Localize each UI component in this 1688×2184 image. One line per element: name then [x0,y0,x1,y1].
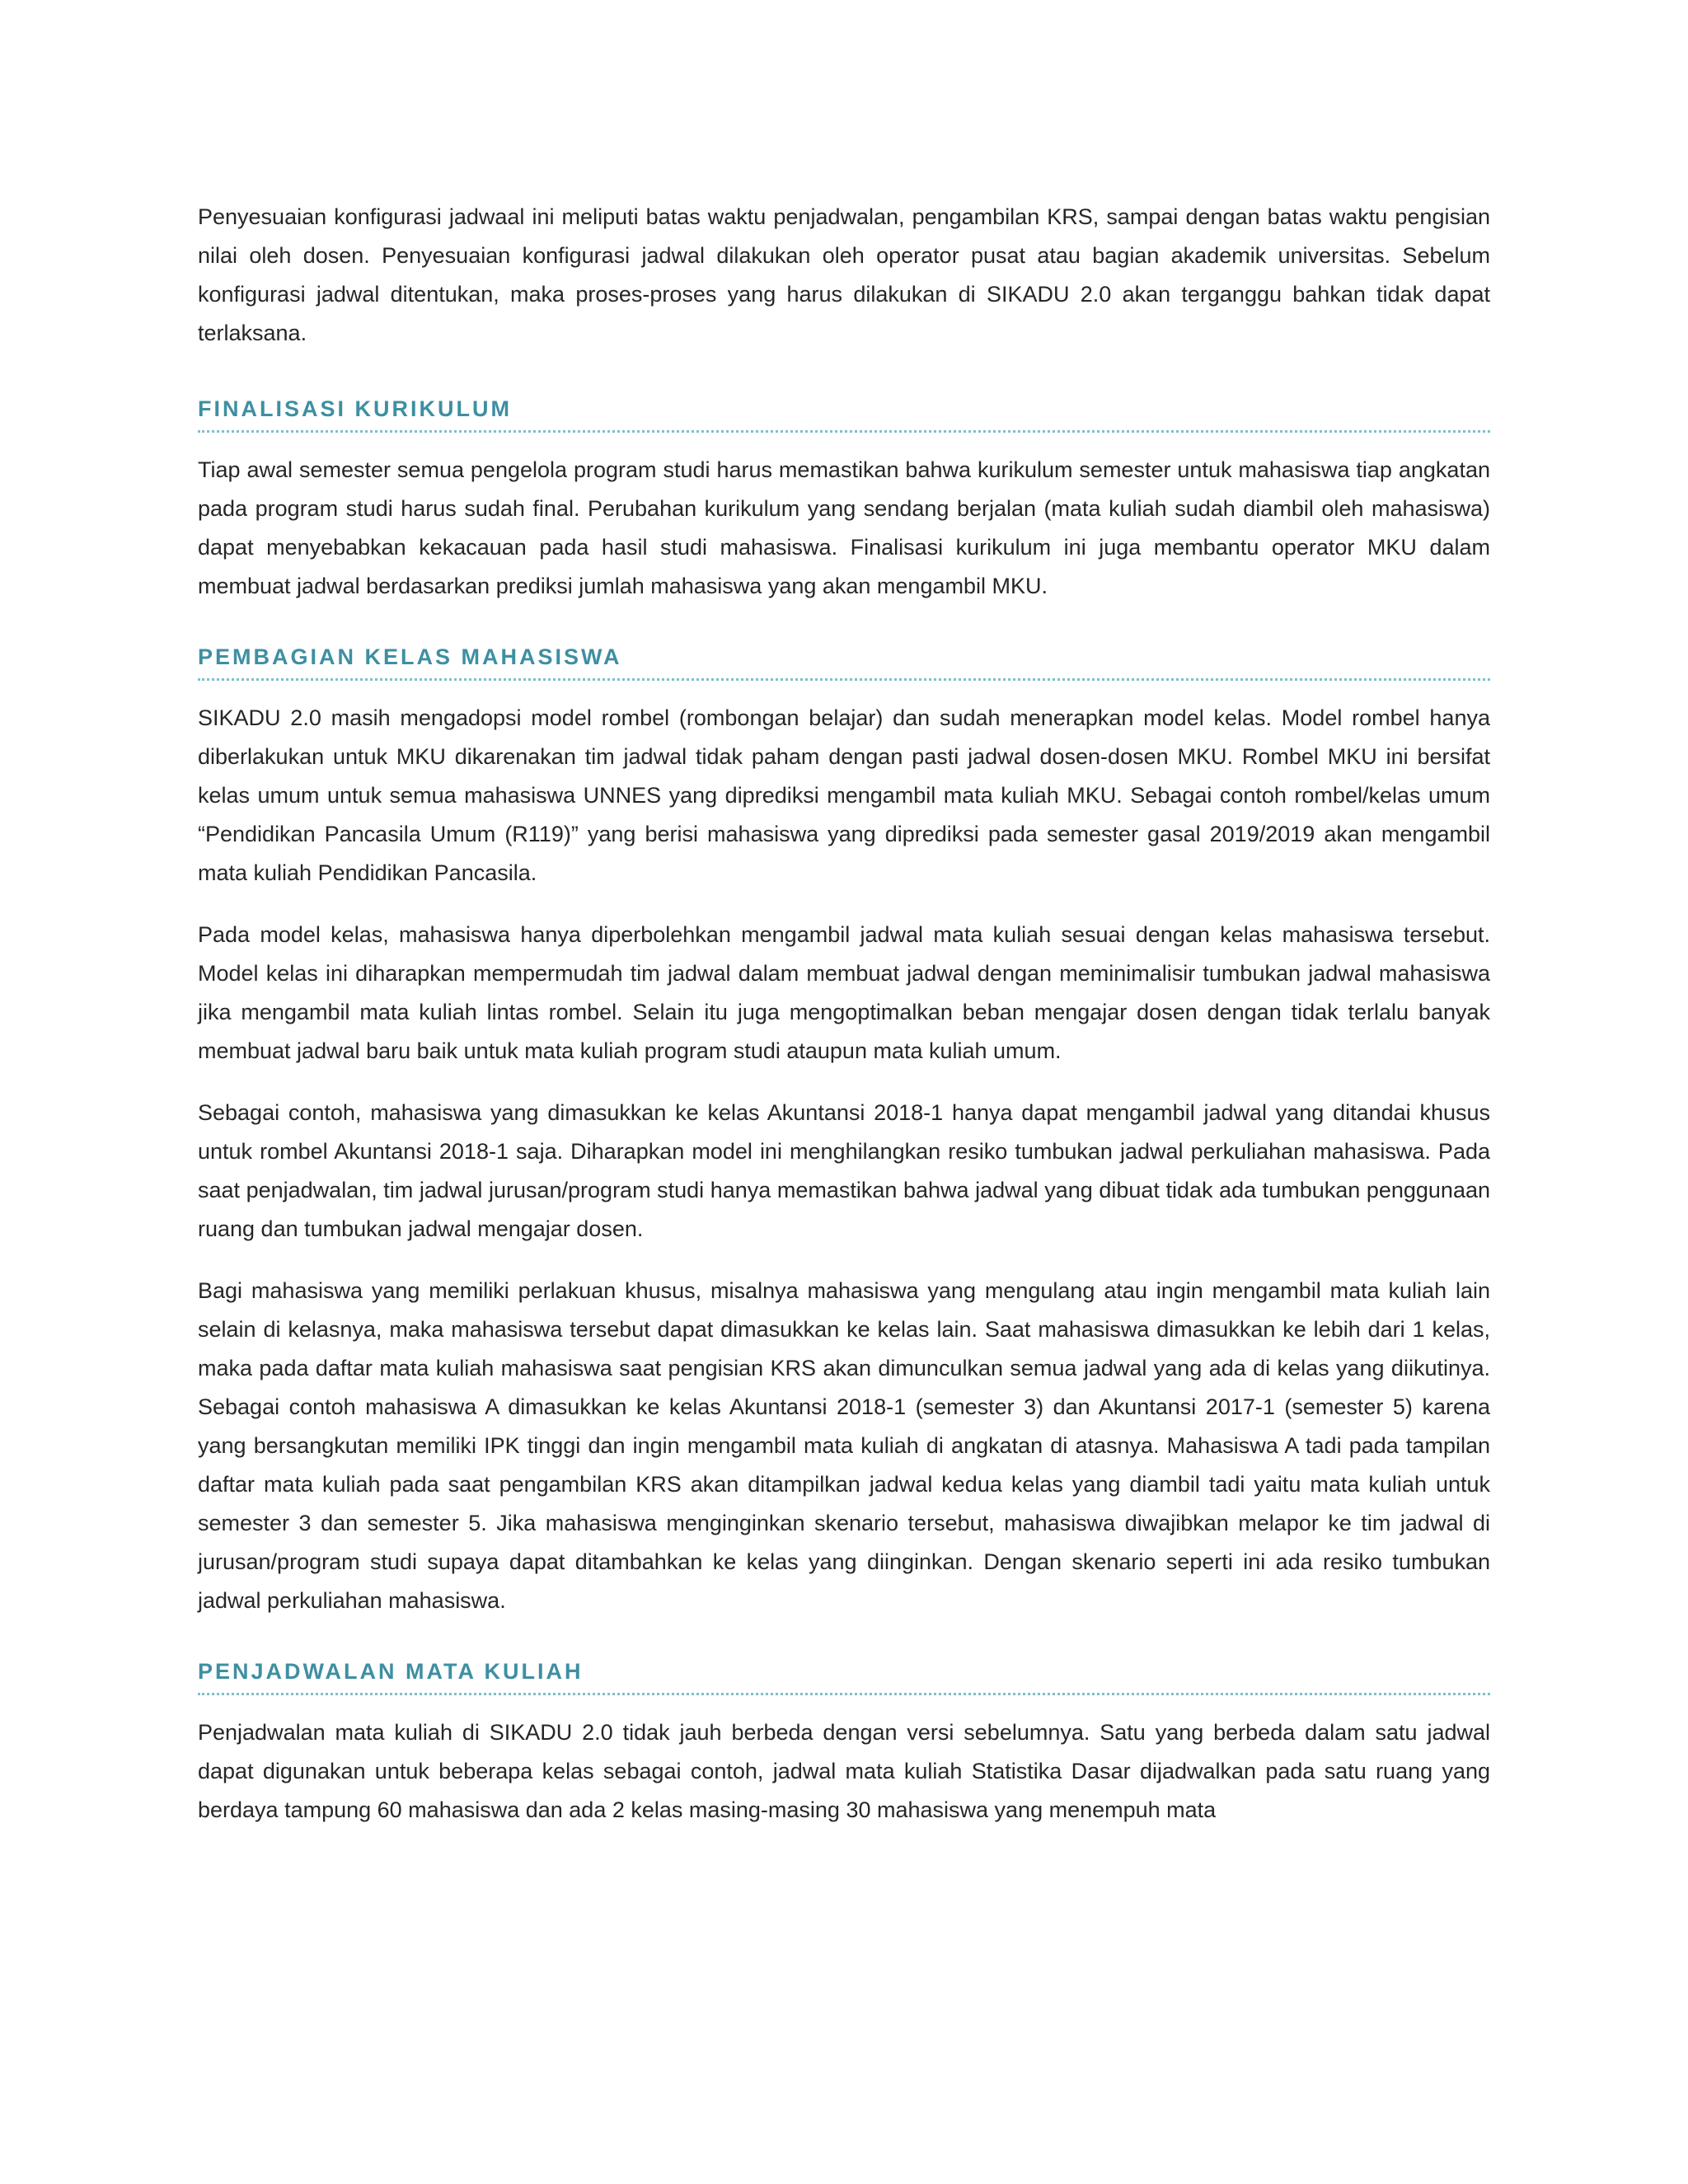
pembagian-kelas-paragraph-1: SIKADU 2.0 masih mengadopsi model rombel (rombongan belajar) dan sudah menerapkan model kelas. Model rombel hanya diberlakukan untuk MKU dikarenakan tim jadwal tidak paham dengan pasti jadwal dosen-dosen MKU. Rombel MKU ini bersifat kelas umum untuk semua mahasiswa UNNES yang diprediksi mengambil mata kuliah MKU. Sebagai contoh rombel/kelas umum “Pendidikan Pancasila Umum (R119)” yang berisi mahasiswa yang diprediksi pada semester gasal 2019/2019 akan mengambil mata kuliah Pendidikan Pancasila. [198,705,1490,885]
penjadwalan-mata-kuliah-paragraph: Penjadwalan mata kuliah di SIKADU 2.0 tidak jauh berbeda dengan versi sebelumnya. Satu yang berbeda dalam satu jadwal dapat digunakan untuk beberapa kelas sebagai contoh, jadwal mata kuliah Statistika Dasar dijadwalkan pada satu ruang yang berdaya tampung 60 mahasiswa dan ada 2 kelas masing-masing 30 mahasiswa yang menempuh mata [198,1720,1490,1822]
document-page [198,198,1490,1853]
pembagian-kelas-paragraph-4: Bagi mahasiswa yang memiliki perlakuan khusus, misalnya mahasiswa yang mengulang atau ingin mengambil mata kuliah lain selain di kelasnya, maka mahasiswa tersebut dapat dimasukkan ke kelas lain. Saat mahasiswa dimasukkan ke lebih dari 1 kelas, maka pada daftar mata kuliah mahasiswa saat pengisian KRS akan dimunculkan semua jadwal yang ada di kelas yang diikutinya. Sebagai contoh mahasiswa A dimasukkan ke kelas Akuntansi 2018-1 (semester 3) dan Akuntansi 2017-1 (semester 5) karena yang bersangkutan memiliki IPK tinggi dan ingin mengambil mata kuliah di angkatan di atasnya. Mahasiswa A tadi pada tampilan daftar mata kuliah pada saat pengambilan KRS akan ditampilkan jadwal kedua kelas yang diambil tadi yaitu mata kuliah untuk semester 3 dan semester 5. Jika mahasiswa menginginkan skenario tersebut, mahasiswa diwajibkan melapor ke tim jadwal di jurusan/program studi supaya dapat ditambahkan ke kelas yang diinginkan. Dengan skenario seperti ini ada resiko tumbukan jadwal perkuliahan mahasiswa. [198,1278,1490,1613]
pembagian-kelas-paragraph-2: Pada model kelas, mahasiswa hanya diperbolehkan mengambil jadwal mata kuliah sesuai dengan kelas mahasiswa tersebut. Model kelas ini diharapkan mempermudah tim jadwal dalam membuat jadwal dengan meminimalisir tumbukan jadwal mahasiswa jika mengambil mata kuliah lintas rombel. Selain itu juga mengoptimalkan beban mengajar dosen dengan tidak terlalu banyak membuat jadwal baru baik untuk mata kuliah program studi ataupun mata kuliah umum. [198,922,1490,1063]
pembagian-kelas-paragraph-3: Sebagai contoh, mahasiswa yang dimasukkan ke kelas Akuntansi 2018-1 hanya dapat mengambil jadwal yang ditandai khusus untuk rombel Akuntansi 2018-1 saja. Diharapkan model ini menghilangkan resiko tumbukan jadwal perkuliahan mahasiswa. Pada saat penjadwalan, tim jadwal jurusan/program studi hanya memastikan bahwa jadwal yang dibuat tidak ada tumbukan penggunaan ruang dan tumbukan jadwal mengajar dosen. [198,1100,1490,1241]
intro-paragraph: Penyesuaian konfigurasi jadwaal ini meliputi batas waktu penjadwalan, pengambilan KRS, sampai dengan batas waktu pengisian nilai oleh dosen. Penyesuaian konfigurasi jadwal dilakukan oleh operator pusat atau bagian akademik universitas. Sebelum konfigurasi jadwal ditentukan, maka proses-proses yang harus dilakukan di SIKADU 2.0 akan terganggu bahkan tidak dapat terlaksana. [198,204,1490,345]
section-heading-finalisasi-kurikulum: FINALISASI KURIKULUM [198,392,1490,433]
finalisasi-kurikulum-paragraph: Tiap awal semester semua pengelola program studi harus memastikan bahwa kurikulum semester untuk mahasiswa tiap angkatan pada program studi harus sudah final. Perubahan kurikulum yang sendang berjalan (mata kuliah sudah diambil oleh mahasiswa) dapat menyebabkan kekacauan pada hasil studi mahasiswa. Finalisasi kurikulum ini juga membantu operator MKU dalam membuat jadwal berdasarkan prediksi jumlah mahasiswa yang akan mengambil MKU. [198,457,1490,598]
section-heading-penjadwalan-mata-kuliah: PENJADWALAN MATA KULIAH [198,1655,1490,1695]
section-heading-pembagian-kelas: PEMBAGIAN KELAS MAHASISWA [198,640,1490,681]
